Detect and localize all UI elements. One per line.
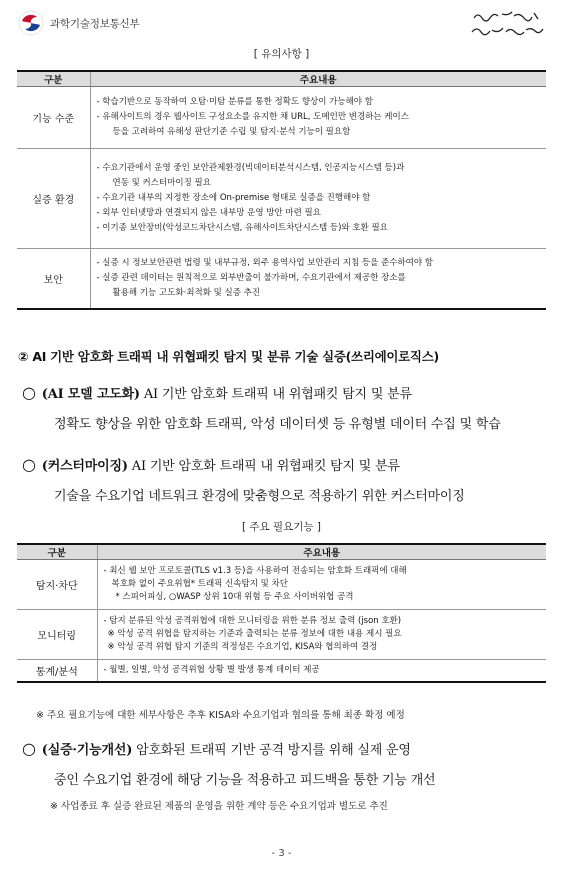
list-item: - 실증 관련 데이터는 원칙적으로 외부반출이 불가하며, 수요기관에서 제공한 장소를 (96, 272, 406, 283)
paragraph-text: 기술을 수요기업 네트워크 환경에 맞춤형으로 적용하기 위한 커스터마이징 (54, 489, 465, 504)
paragraph-text: 암호화된 트래픽 기반 공격 방지를 위해 실제 운영 (132, 743, 411, 758)
row-content (90, 149, 546, 249)
list-item: - 이기종 보안장비(악성코드차단시스템, 유해사이트차단시스템 등)와 호환 필요 (96, 223, 388, 233)
column-header: 구분 (17, 71, 90, 87)
row-label: 실증 환경 (17, 149, 90, 249)
table-row (17, 560, 546, 610)
paragraph-heading: (실증·기능개선) (41, 743, 133, 758)
paragraph-text: 중인 수요기업 환경에 해당 기능을 적용하고 피드백을 통한 기능 개선 (54, 773, 436, 788)
list-item: - 유해사이트의 경우 웹사이트 구성요소를 유지한 채 URL, 도메인만 변경하는 케이스 (96, 112, 409, 122)
row-content (90, 87, 546, 149)
row-label: 통계/분석 (17, 660, 97, 682)
list-item: - 실증 시 정보보안관련 법령 및 내부규정, 외주 용역사업 보안관리 지침 등을 준수하여야 함 (96, 257, 433, 268)
paragraph-text: AI 기반 암호화 트래픽 내 위협패킷 탐지 및 분류 (139, 387, 412, 402)
paragraph-heading: (커스터마이징) (41, 459, 128, 474)
page-header (12, 8, 550, 44)
caution-caption: [ 유의사항 ] (253, 48, 310, 60)
note-line: ※ 악성 공격 위협 탐지 기준의 적정성은 수요기업, KISA와 협의하여 결정 (107, 642, 378, 652)
list-item: - 학습기반으로 동작하여 오탐·미탐 분류를 통한 정확도 향상이 가능해야 함 (96, 97, 373, 107)
government-emblem-icon (18, 10, 44, 36)
list-item: 활용해 기능 고도화·최적화 및 실증 추진 (112, 287, 261, 298)
list-item: 등을 고려하여 유해성 판단기준 수립 및 탐지·분석 기능이 필요함 (112, 127, 351, 137)
row-content (97, 660, 546, 682)
list-item: - 외부 인터넷망과 연결되지 않은 내부망 운영 방안 마련 필요 (96, 208, 321, 218)
table-row (17, 660, 546, 682)
table-row (17, 610, 546, 660)
paragraph-text: AI 기반 암호화 트래픽 내 위협패킷 탐지 및 분류 (127, 459, 400, 474)
table-header-row (17, 71, 546, 87)
content-line: - 탐지 분류된 악성 공격위협에 대한 모니터링을 위한 분류 정보 출력 (json 호환) (103, 616, 402, 626)
row-label: 모니터링 (17, 610, 97, 660)
list-item: 연동 및 커스터마이징 필요 (112, 178, 211, 188)
content-line: - 최신 웹 보안 프로토콜(TLS v1.3 등)을 사용하여 전송되는 암호화 트래픽에 대해 (103, 566, 407, 576)
circle-bullet-icon: ○ (22, 383, 36, 402)
row-label: 기능 수준 (17, 87, 90, 149)
list-item: - 수요기관 내부의 지정한 장소에 On-premise 형태로 실증을 진행해야 함 (96, 193, 371, 203)
slogan-logo (468, 8, 546, 42)
row-content (97, 610, 546, 660)
column-header: 주요내용 (97, 544, 546, 560)
features-caption: [ 주요 필요기능 ] (241, 521, 322, 533)
note-line: ※ 악성 공격 위협을 탐지하는 기준과 출력되는 분류 정보에 대한 내용 제시 필요 (107, 629, 402, 639)
table-row (17, 87, 546, 149)
paragraph-ai-model (22, 378, 547, 440)
table-row (17, 249, 546, 309)
paragraph-customizing (22, 450, 547, 512)
paragraph-verification (22, 734, 547, 796)
content-line: - 월별, 일별, 악성 공격위협 상황 별 발생 통계 데이터 제공 (103, 664, 320, 675)
row-content (90, 249, 546, 309)
column-header: 구분 (17, 544, 97, 560)
circle-bullet-icon: ○ (22, 455, 36, 474)
content-line: 복호화 없이 주요위협* 트래픽 신속탐지 및 차단 (111, 579, 288, 589)
table-header-row (17, 544, 546, 560)
caution-table (17, 70, 546, 310)
footnote-line: * 스피어피싱, ○WASP 상위 10대 위험 등 주요 사이버위협 공격 (115, 592, 354, 602)
row-label: 보안 (17, 249, 90, 309)
row-content (97, 560, 546, 610)
table-row (17, 149, 546, 249)
paragraph-text: 정확도 향상을 위한 암호화 트래픽, 악성 데이터셋 등 유형별 데이터 수집 및 학습 (54, 417, 501, 432)
features-table (17, 543, 546, 683)
page-number: - 3 - (271, 848, 292, 859)
column-header: 주요내용 (90, 71, 546, 87)
list-item: - 수요기관에서 운영 중인 보안관제환경(빅데이터분석시스템, 인공지능시스템 등)과 (96, 163, 405, 173)
section-title: ② AI 기반 암호화 트래픽 내 위협패킷 탐지 및 분류 기술 실증(쓰리에이로직스) (18, 349, 439, 364)
circle-bullet-icon: ○ (22, 739, 36, 758)
paragraph-heading: (AI 모델 고도화) (41, 387, 140, 402)
row-label: 탐지·차단 (17, 560, 97, 610)
ministry-name: 과학기술정보통신부 (50, 18, 140, 30)
contract-note: ※ 사업종료 후 실증 완료된 제품의 운영을 위한 계약 등은 수요기업과 별도로 추진 (50, 801, 388, 812)
features-note: ※ 주요 필요기능에 대한 세부사항은 추후 KISA와 수요기업과 협의를 통해 최종 확정 예정 (36, 710, 405, 721)
